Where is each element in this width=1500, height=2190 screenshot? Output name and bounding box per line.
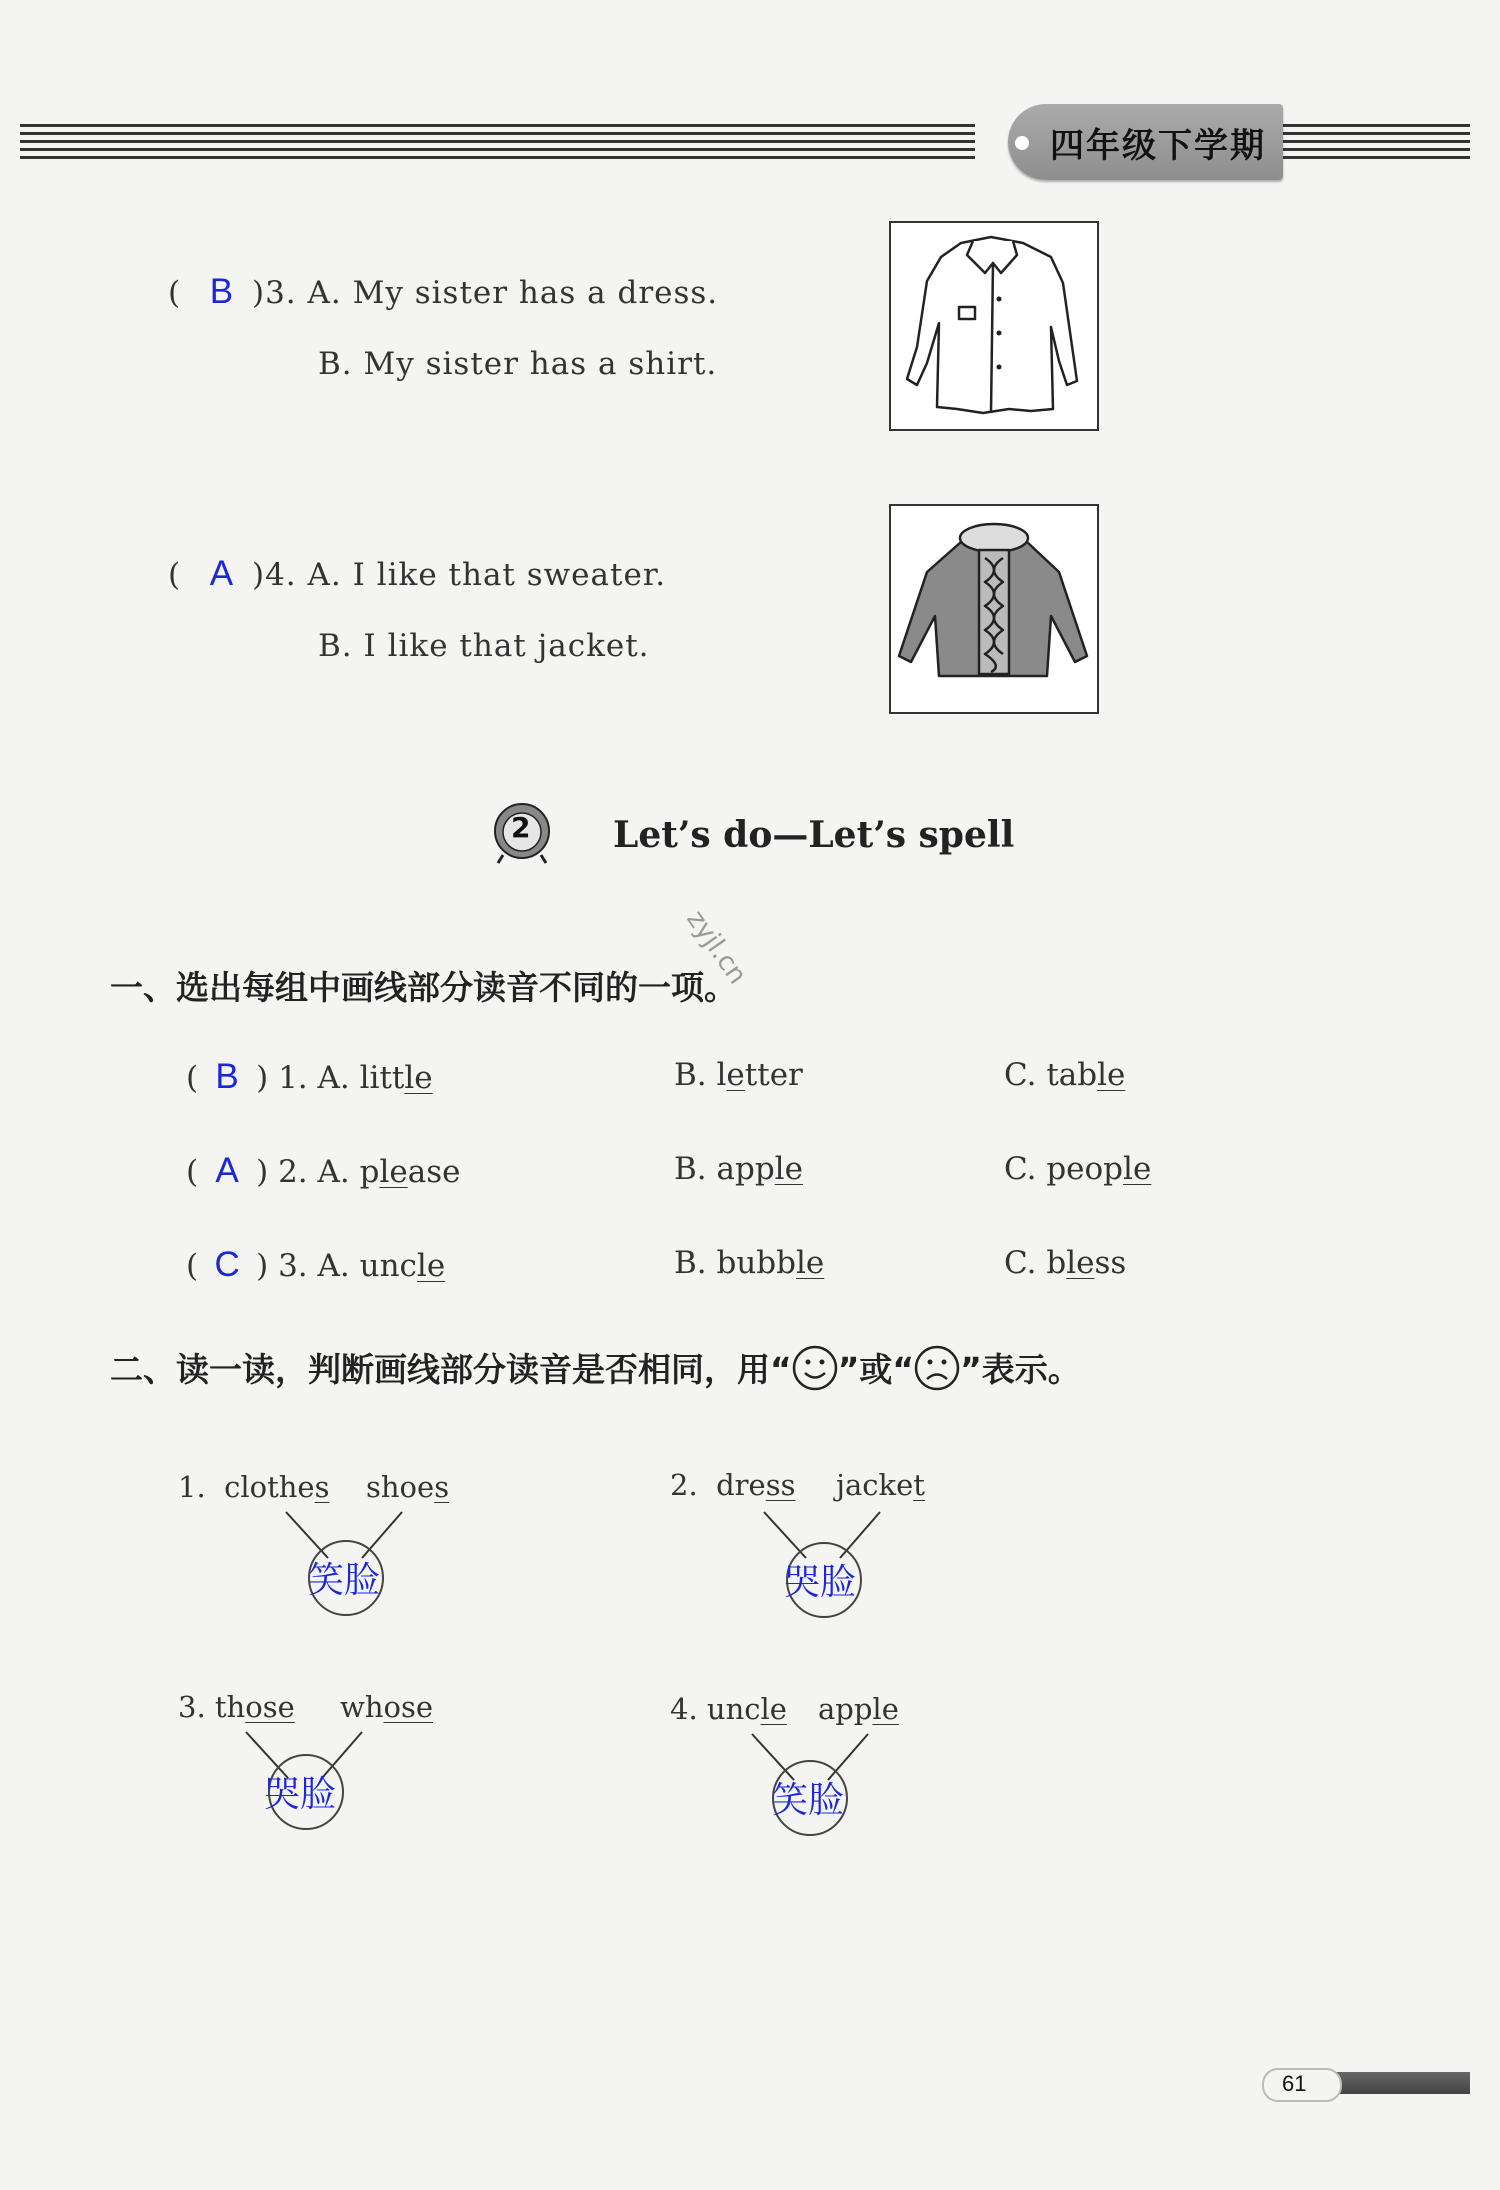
q4-number: 4. (265, 557, 297, 593)
group4-answer: 笑脸 (772, 1780, 845, 1821)
ex1-3-a-word: uncle (359, 1248, 446, 1284)
header-rule-right (1282, 124, 1470, 174)
group1-word2: shoes (366, 1470, 450, 1504)
ex1-2-b: B. apple (674, 1151, 803, 1187)
q4-option-b: B. I like that jacket. (318, 628, 650, 664)
shirt-icon (891, 223, 1097, 429)
ex1-2-c: C. people (1004, 1151, 1152, 1187)
ex1-num-1: 1. (278, 1060, 308, 1096)
group2-word2: jacket (836, 1468, 925, 1502)
q3-number: 3. (265, 275, 297, 311)
page-number-bar (1330, 2072, 1470, 2094)
ex1-1-b: B. letter (674, 1057, 803, 1093)
ex1-3-c: C. bless (1004, 1245, 1127, 1281)
ex1-answer-2: A (215, 1151, 239, 1190)
q3-option-a: A. My sister has a dress. (307, 275, 719, 311)
section-badge (493, 797, 551, 855)
ex1-num-3: 3. (278, 1248, 308, 1284)
q3-option-b: B. My sister has a shirt. (318, 346, 718, 382)
q4-option-a: A. I like that sweater. (307, 557, 667, 593)
ex1-answer-1: B (215, 1057, 239, 1096)
grade-label: 四年级下学期 (1050, 126, 1266, 166)
section-title: Let’s do—Let’s spell (613, 814, 1015, 856)
ex1-3-a-label: A. (317, 1248, 350, 1284)
page-number: 61 (1282, 2071, 1307, 2096)
ex1-row-2: ( A ) 2. A. please (186, 1151, 461, 1190)
group3-words: 3. those (178, 1690, 295, 1724)
exercise1-heading: 一、选出每组中画线部分读音不同的一项。 (110, 968, 737, 1007)
ex1-1-c: C. table (1004, 1057, 1126, 1093)
ex1-1-a-word: little (359, 1060, 433, 1096)
ex1-row-3: ( C ) 3. A. uncle (186, 1245, 446, 1284)
group4-words: 4. uncle (670, 1692, 787, 1726)
ex1-3-b: B. bubble (674, 1245, 825, 1281)
watermark: zyjl.cn (680, 905, 753, 990)
shirt-picture (889, 221, 1099, 431)
group2-words: 2. dress (670, 1468, 796, 1502)
smiley-face-icon (792, 1345, 838, 1399)
ex1-answer-3: C (214, 1245, 240, 1284)
sweater-icon (891, 506, 1097, 712)
ex1-row-1: ( B ) 1. A. little (186, 1057, 433, 1096)
ex1-1-a-label: A. (317, 1060, 350, 1096)
ex1-2-a-word: please (359, 1154, 461, 1190)
group3-word2: whose (340, 1690, 434, 1724)
group1-words: 1. clothes (178, 1470, 330, 1504)
group2-answer: 哭脸 (784, 1562, 857, 1603)
answer-q3: B (209, 272, 235, 311)
bullet-dot-icon (1015, 136, 1029, 150)
header-rule-left (20, 124, 975, 174)
group3-answer: 哭脸 (264, 1774, 337, 1815)
ex1-num-2: 2. (278, 1154, 308, 1190)
question-4: ( A )4. A. I like that sweater. (168, 554, 667, 593)
answer-q4: A (209, 554, 235, 593)
sweater-picture (889, 504, 1099, 714)
group4-word2: apple (818, 1692, 899, 1726)
sad-face-icon (914, 1345, 960, 1399)
exercise2-heading: 二、读一读，判断画线部分读音是否相同，用“ ”或“ ”表示。 (110, 1344, 1081, 1399)
section-number: 2 (511, 811, 531, 844)
group1-answer: 笑脸 (308, 1560, 381, 1601)
ex1-2-a-label: A. (317, 1154, 350, 1190)
question-3: ( B )3. A. My sister has a dress. (168, 272, 719, 311)
